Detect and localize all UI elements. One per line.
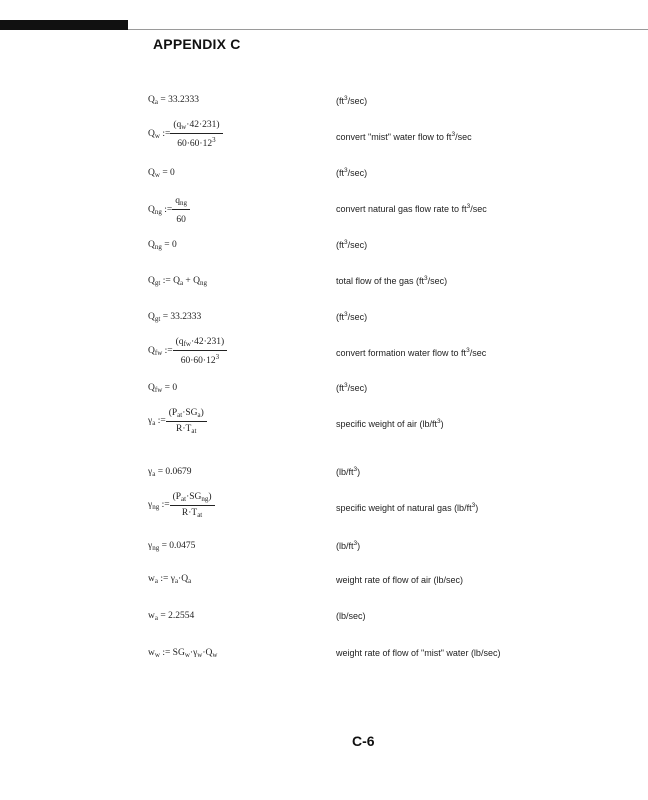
appendix-title: APPENDIX C bbox=[153, 36, 241, 52]
note-qng-result: $(ft^3/\sec)$ bbox=[336, 239, 368, 250]
note-wa-result: (lb/sec) bbox=[336, 611, 366, 621]
equation-qng-def: $Q_{ng}$ := $\frac{q_{ng}}{60}$ bbox=[148, 196, 190, 225]
note-qa-result: $(ft^3/\sec)$ bbox=[336, 95, 368, 106]
equation-wa-def: $w_a$ := $\gamma_a\cdot Q_a$ bbox=[148, 574, 192, 585]
equation-qa-result: $Q_a = 33.2333$ bbox=[148, 95, 199, 106]
equation-qfw-result: $Q_{fw} = 0$ bbox=[148, 383, 178, 394]
note-wa-def: weight rate of flow of air (lb/sec) bbox=[336, 575, 464, 585]
note-gamma-a-result: $(lb/ft^3)$ bbox=[336, 466, 361, 477]
equation-ww-def: $w_w$ := $SG_w\cdot\gamma_w\cdot Q_w$ bbox=[148, 648, 218, 659]
equation-qgt-result: $Q_{gt} = 33.2333$ bbox=[148, 312, 202, 323]
note-qw-result: $(ft^3/\sec)$ bbox=[336, 167, 368, 178]
header-bar bbox=[0, 20, 128, 30]
equation-gamma-a-result: $\gamma_a = 0.0679$ bbox=[148, 467, 192, 478]
note-qgt-def: total flow of the gas $(ft^3/\sec)$ bbox=[336, 275, 448, 286]
equation-gamma-ng-def: $\gamma_{ng}$ := $\frac{(P_{at}\cdot SG_{ng})}{R\cdot T_{at}}$ bbox=[148, 492, 215, 519]
note-ww-def: weight rate of flow of "mist" water (lb/sec) bbox=[336, 648, 501, 658]
equation-qfw-def: $Q_{fw}$ := $\frac{(q_{fw}\cdot 42\cdot 231)}{60\cdot 60\cdot 12^3}$ bbox=[148, 337, 227, 366]
equation-qng-result: $Q_{ng} = 0$ bbox=[148, 240, 177, 251]
equation-qgt-def: $Q_{gt}$ := $Q_a + Q_{ng}$ bbox=[148, 276, 208, 287]
note-qgt-result: $(ft^3/\sec)$ bbox=[336, 311, 368, 322]
equation-qw-def: $Q_w$ := $\frac{(q_w\cdot 42\cdot 231)}{60\cdot 60\cdot 12^3}$ bbox=[148, 120, 223, 149]
equation-gamma-ng-result: $\gamma_{ng} = 0.0475$ bbox=[148, 541, 196, 552]
page-number: C-6 bbox=[352, 733, 375, 749]
note-qw-def: convert "mist" water flow to $ft^3/\sec$ bbox=[336, 131, 472, 142]
equation-gamma-a-def: $\gamma_a$ := $\frac{(P_{at}\cdot SG_a)}{R\cdot T_{at}}$ bbox=[148, 408, 207, 435]
note-qng-def: convert natural gas flow rate to $ft^3/\sec$ bbox=[336, 203, 487, 214]
note-qfw-result: $(ft^3/\sec)$ bbox=[336, 382, 368, 393]
note-qfw-def: convert formation water flow to $ft^3/\sec$ bbox=[336, 347, 487, 358]
note-gamma-ng-result: $(lb/ft^3)$ bbox=[336, 540, 361, 551]
equation-wa-result: $w_a = 2.2554$ bbox=[148, 611, 195, 622]
note-gamma-a-def: specific weight of air $(lb/ft^3)$ bbox=[336, 418, 444, 429]
note-gamma-ng-def: specific weight of natural gas $(lb/ft^3)$ bbox=[336, 502, 479, 513]
equation-qw-result: $Q_w = 0$ bbox=[148, 168, 175, 179]
header-rule bbox=[128, 29, 648, 30]
